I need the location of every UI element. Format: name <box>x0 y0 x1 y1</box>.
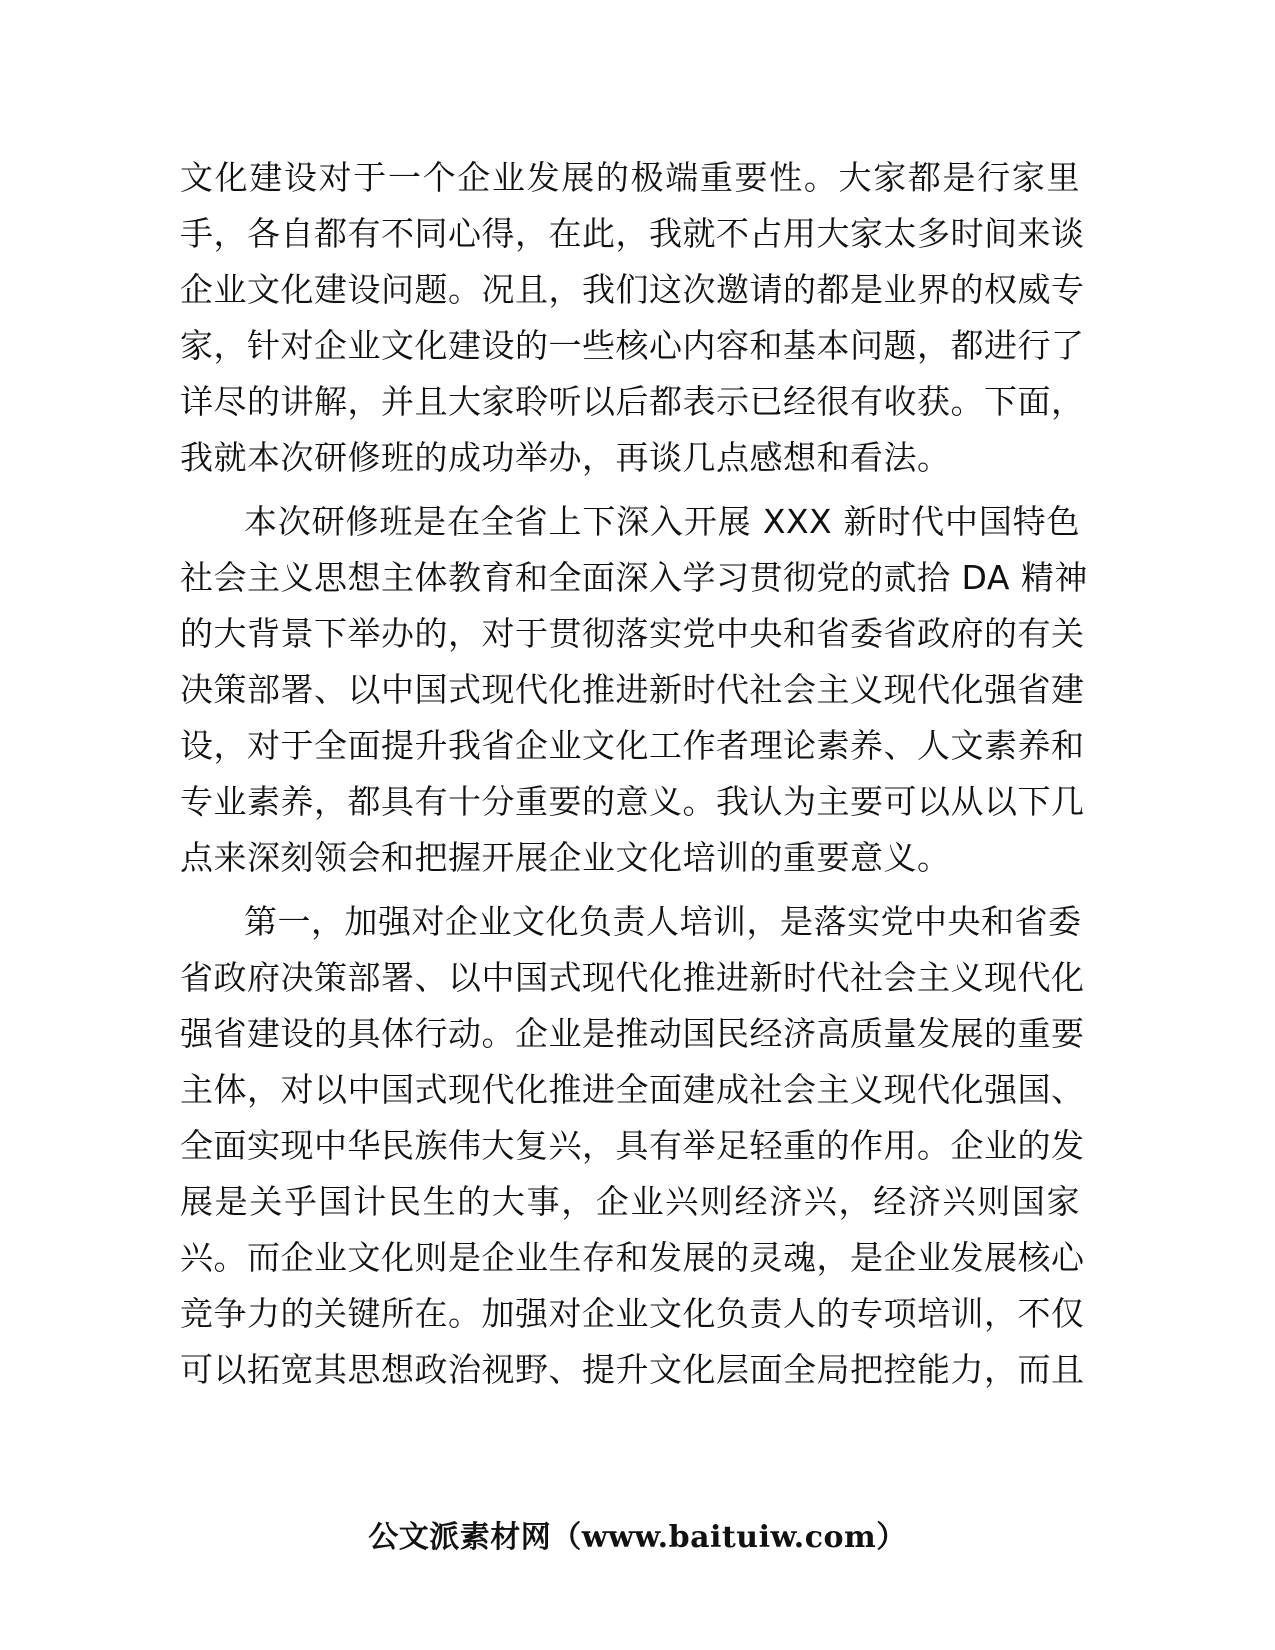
text-line: 全面实现中华民族伟大复兴，具有举足轻重的作用。企业的发 <box>180 1126 1085 1165</box>
text-line: 手，各自都有不同心得，在此，我就不占用大家太多时间来谈 <box>180 214 1085 253</box>
text-line: 社会主义思想主体教育和全面深入学习贯彻党的贰拾 DA 精神 <box>180 558 1088 597</box>
text-line: 详尽的讲解，并且大家聆听以后都表示已经很有收获。下面， <box>180 382 1085 421</box>
text-line: 我就本次研修班的成功举办，再谈几点感想和看法。 <box>180 438 951 477</box>
text-line: 家，针对企业文化建设的一些核心内容和基本问题，都进行了 <box>180 326 1085 365</box>
text-line: 主体，对以中国式现代化推进全面建成社会主义现代化强国、 <box>180 1070 1085 1109</box>
footer-source: 公文派素材网（www.baituiw.com） <box>368 1520 907 1555</box>
text-line: 第一，加强对企业文化负责人培训，是落实党中央和省委 <box>244 902 1082 941</box>
text-line: 兴。而企业文化则是企业生存和发展的灵魂，是企业发展核心 <box>180 1238 1085 1277</box>
text-line: 强省建设的具体行动。企业是推动国民经济高质量发展的重要 <box>180 1014 1085 1053</box>
text-line: 设，对于全面提升我省企业文化工作者理论素养、人文素养和 <box>180 726 1085 765</box>
paragraph-2 <box>180 494 1088 886</box>
document-body <box>180 150 1088 1398</box>
paragraph-3 <box>180 894 1085 1398</box>
text-line: 可以拓宽其思想政治视野、提升文化层面全局把控能力，而且 <box>180 1350 1085 1389</box>
paragraph-1 <box>180 150 1085 486</box>
text-line: 点来深刻领会和把握开展企业文化培训的重要意义。 <box>180 838 951 877</box>
text-line: 文化建设对于一个企业发展的极端重要性。大家都是行家里 <box>180 158 1080 197</box>
text-line: 本次研修班是在全省上下深入开展 XXX 新时代中国特色 <box>244 502 1080 541</box>
text-line: 展是关乎国计民生的大事，企业兴则经济兴，经济兴则国家 <box>180 1182 1080 1221</box>
text-line: 决策部署、以中国式现代化推进新时代社会主义现代化强省建 <box>180 670 1085 709</box>
text-line: 的大背景下举办的，对于贯彻落实党中央和省委省政府的有关 <box>180 614 1085 653</box>
text-line: 竞争力的关键所在。加强对企业文化负责人的专项培训，不仅 <box>180 1294 1085 1333</box>
text-line: 省政府决策部署、以中国式现代化推进新时代社会主义现代化 <box>180 958 1085 997</box>
text-line: 专业素养，都具有十分重要的意义。我认为主要可以从以下几 <box>180 782 1085 821</box>
text-line: 企业文化建设问题。况且，我们这次邀请的都是业界的权威专 <box>180 270 1085 309</box>
